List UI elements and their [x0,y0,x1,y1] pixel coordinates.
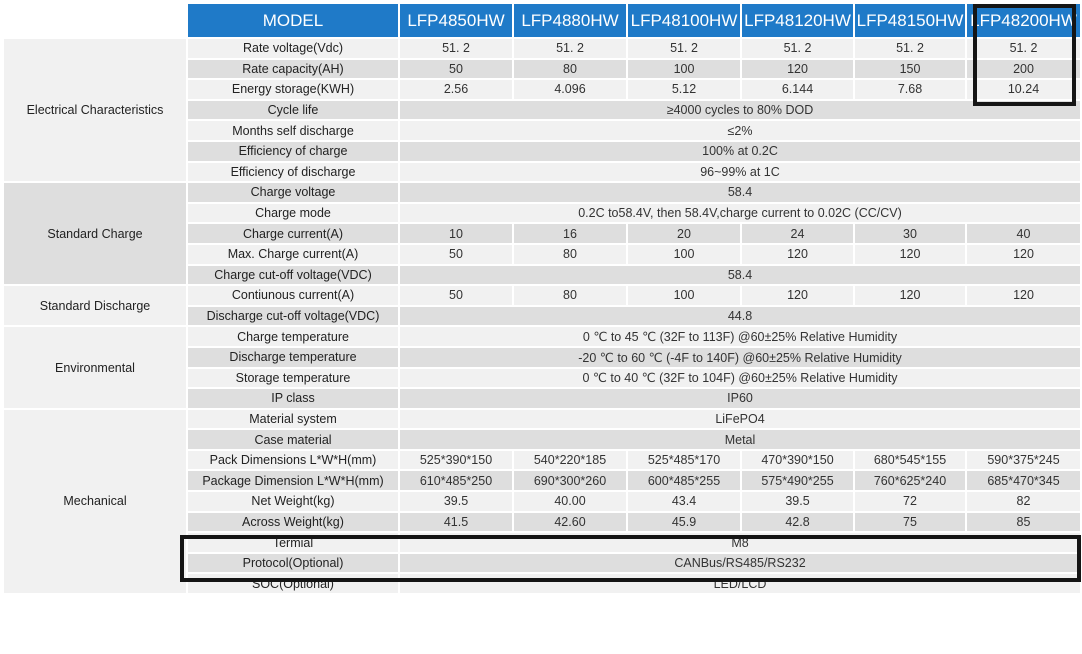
model-value: 75 [854,512,966,533]
merged-value: 44.8 [399,306,1081,327]
parameter-label: Energy storage(KWH) [187,79,399,100]
model-value: 50 [399,244,513,265]
parameter-label: Charge voltage [187,182,399,203]
model-value: 540*220*185 [513,450,627,471]
merged-value: Metal [399,429,1081,450]
parameter-label: Termial [187,532,399,553]
model-value: 40 [966,223,1081,244]
model-value: 100 [627,59,741,80]
model-value: 82 [966,491,1081,512]
model-value: 120 [741,59,854,80]
parameter-label: Efficiency of discharge [187,162,399,183]
model-value: 51. 2 [399,38,513,59]
spec-row [3,285,1081,306]
model-value: 600*485*255 [627,470,741,491]
model-value: 20 [627,223,741,244]
parameter-label: Pack Dimensions L*W*H(mm) [187,450,399,471]
model-value: 50 [399,59,513,80]
header-row [3,3,1081,38]
parameter-label: Rate voltage(Vdc) [187,38,399,59]
merged-value: CANBus/RS485/RS232 [399,553,1081,574]
model-value: 100 [627,285,741,306]
parameter-label: Contiunous current(A) [187,285,399,306]
group-label: Standard Charge [3,182,187,285]
model-value: 45.9 [627,512,741,533]
model-value: 41.5 [399,512,513,533]
model-value: 685*470*345 [966,470,1081,491]
model-value: 50 [399,285,513,306]
merged-value: 100% at 0.2C [399,141,1081,162]
header-blank-cell [3,3,187,38]
model-value: 6.144 [741,79,854,100]
model-value: 80 [513,285,627,306]
model-value: 80 [513,244,627,265]
model-value: 590*375*245 [966,450,1081,471]
parameter-label: Package Dimension L*W*H(mm) [187,470,399,491]
group-label: Environmental [3,326,187,408]
parameter-label: Discharge cut-off voltage(VDC) [187,306,399,327]
model-value: 30 [854,223,966,244]
spec-row [3,182,1081,203]
parameter-label: Storage temperature [187,368,399,389]
spec-table [2,2,1082,595]
model-value: 120 [966,244,1081,265]
merged-value: M8 [399,532,1081,553]
parameter-label: Charge cut-off voltage(VDC) [187,265,399,286]
parameter-label: Cycle life [187,100,399,121]
model-value: 51. 2 [627,38,741,59]
parameter-label: Protocol(Optional) [187,553,399,574]
model-value: 85 [966,512,1081,533]
merged-value: 96~99% at 1C [399,162,1081,183]
model-header: LFP48100HW [627,3,741,38]
group-label: Standard Discharge [3,285,187,326]
model-value: 150 [854,59,966,80]
model-value: 760*625*240 [854,470,966,491]
model-value: 43.4 [627,491,741,512]
model-value: 42.60 [513,512,627,533]
model-value: 39.5 [741,491,854,512]
parameter-label: Efficiency of charge [187,141,399,162]
model-value: 51. 2 [966,38,1081,59]
model-header: LFP4880HW [513,3,627,38]
model-value: 120 [854,285,966,306]
model-value: 10.24 [966,79,1081,100]
model-value: 42.8 [741,512,854,533]
parameter-label: Net Weight(kg) [187,491,399,512]
group-label: Mechanical [3,409,187,594]
parameter-label: Discharge temperature [187,347,399,368]
group-label: Electrical Characteristics [3,38,187,182]
parameter-label: Charge temperature [187,326,399,347]
model-value: 51. 2 [854,38,966,59]
model-value: 120 [966,285,1081,306]
model-value: 51. 2 [741,38,854,59]
model-value: 51. 2 [513,38,627,59]
spec-row [3,326,1081,347]
merged-value: LED/LCD [399,573,1081,594]
model-value: 200 [966,59,1081,80]
model-value: 5.12 [627,79,741,100]
model-value: 120 [854,244,966,265]
model-value: 100 [627,244,741,265]
model-value: 120 [741,285,854,306]
model-value: 610*485*250 [399,470,513,491]
model-value: 525*390*150 [399,450,513,471]
merged-value: 58.4 [399,182,1081,203]
parameter-label: Months self discharge [187,120,399,141]
merged-value: IP60 [399,388,1081,409]
merged-value: 58.4 [399,265,1081,286]
model-value: 39.5 [399,491,513,512]
model-header: LFP48120HW [741,3,854,38]
model-value: 16 [513,223,627,244]
model-header: LFP4850HW [399,3,513,38]
merged-value: ≥4000 cycles to 80% DOD [399,100,1081,121]
merged-value: 0 ℃ to 45 ℃ (32F to 113F) @60±25% Relative Humidity [399,326,1081,347]
model-label: MODEL [187,3,399,38]
spec-row [3,409,1081,430]
parameter-label: Rate capacity(AH) [187,59,399,80]
parameter-label: Charge mode [187,203,399,224]
model-value: 40.00 [513,491,627,512]
model-header: LFP48150HW [854,3,966,38]
merged-value: -20 ℃ to 60 ℃ (-4F to 140F) @60±25% Relative Humidity [399,347,1081,368]
model-value: 80 [513,59,627,80]
parameter-label: Case material [187,429,399,450]
parameter-label: SOC(Optional) [187,573,399,594]
model-value: 7.68 [854,79,966,100]
model-value: 680*545*155 [854,450,966,471]
model-value: 120 [741,244,854,265]
merged-value: 0.2C to58.4V, then 58.4V,charge current to 0.02C (CC/CV) [399,203,1081,224]
model-value: 4.096 [513,79,627,100]
parameter-label: IP class [187,388,399,409]
model-value: 525*485*170 [627,450,741,471]
model-value: 72 [854,491,966,512]
parameter-label: Across Weight(kg) [187,512,399,533]
merged-value: 0 ℃ to 40 ℃ (32F to 104F) @60±25% Relative Humidity [399,368,1081,389]
model-value: 10 [399,223,513,244]
model-value: 2.56 [399,79,513,100]
merged-value: ≤2% [399,120,1081,141]
spec-row [3,38,1081,59]
parameter-label: Material system [187,409,399,430]
model-value: 24 [741,223,854,244]
parameter-label: Charge current(A) [187,223,399,244]
model-value: 470*390*150 [741,450,854,471]
model-value: 575*490*255 [741,470,854,491]
model-header: LFP48200HW [966,3,1081,38]
parameter-label: Max. Charge current(A) [187,244,399,265]
model-value: 690*300*260 [513,470,627,491]
spec-body [3,38,1081,594]
merged-value: LiFePO4 [399,409,1081,430]
